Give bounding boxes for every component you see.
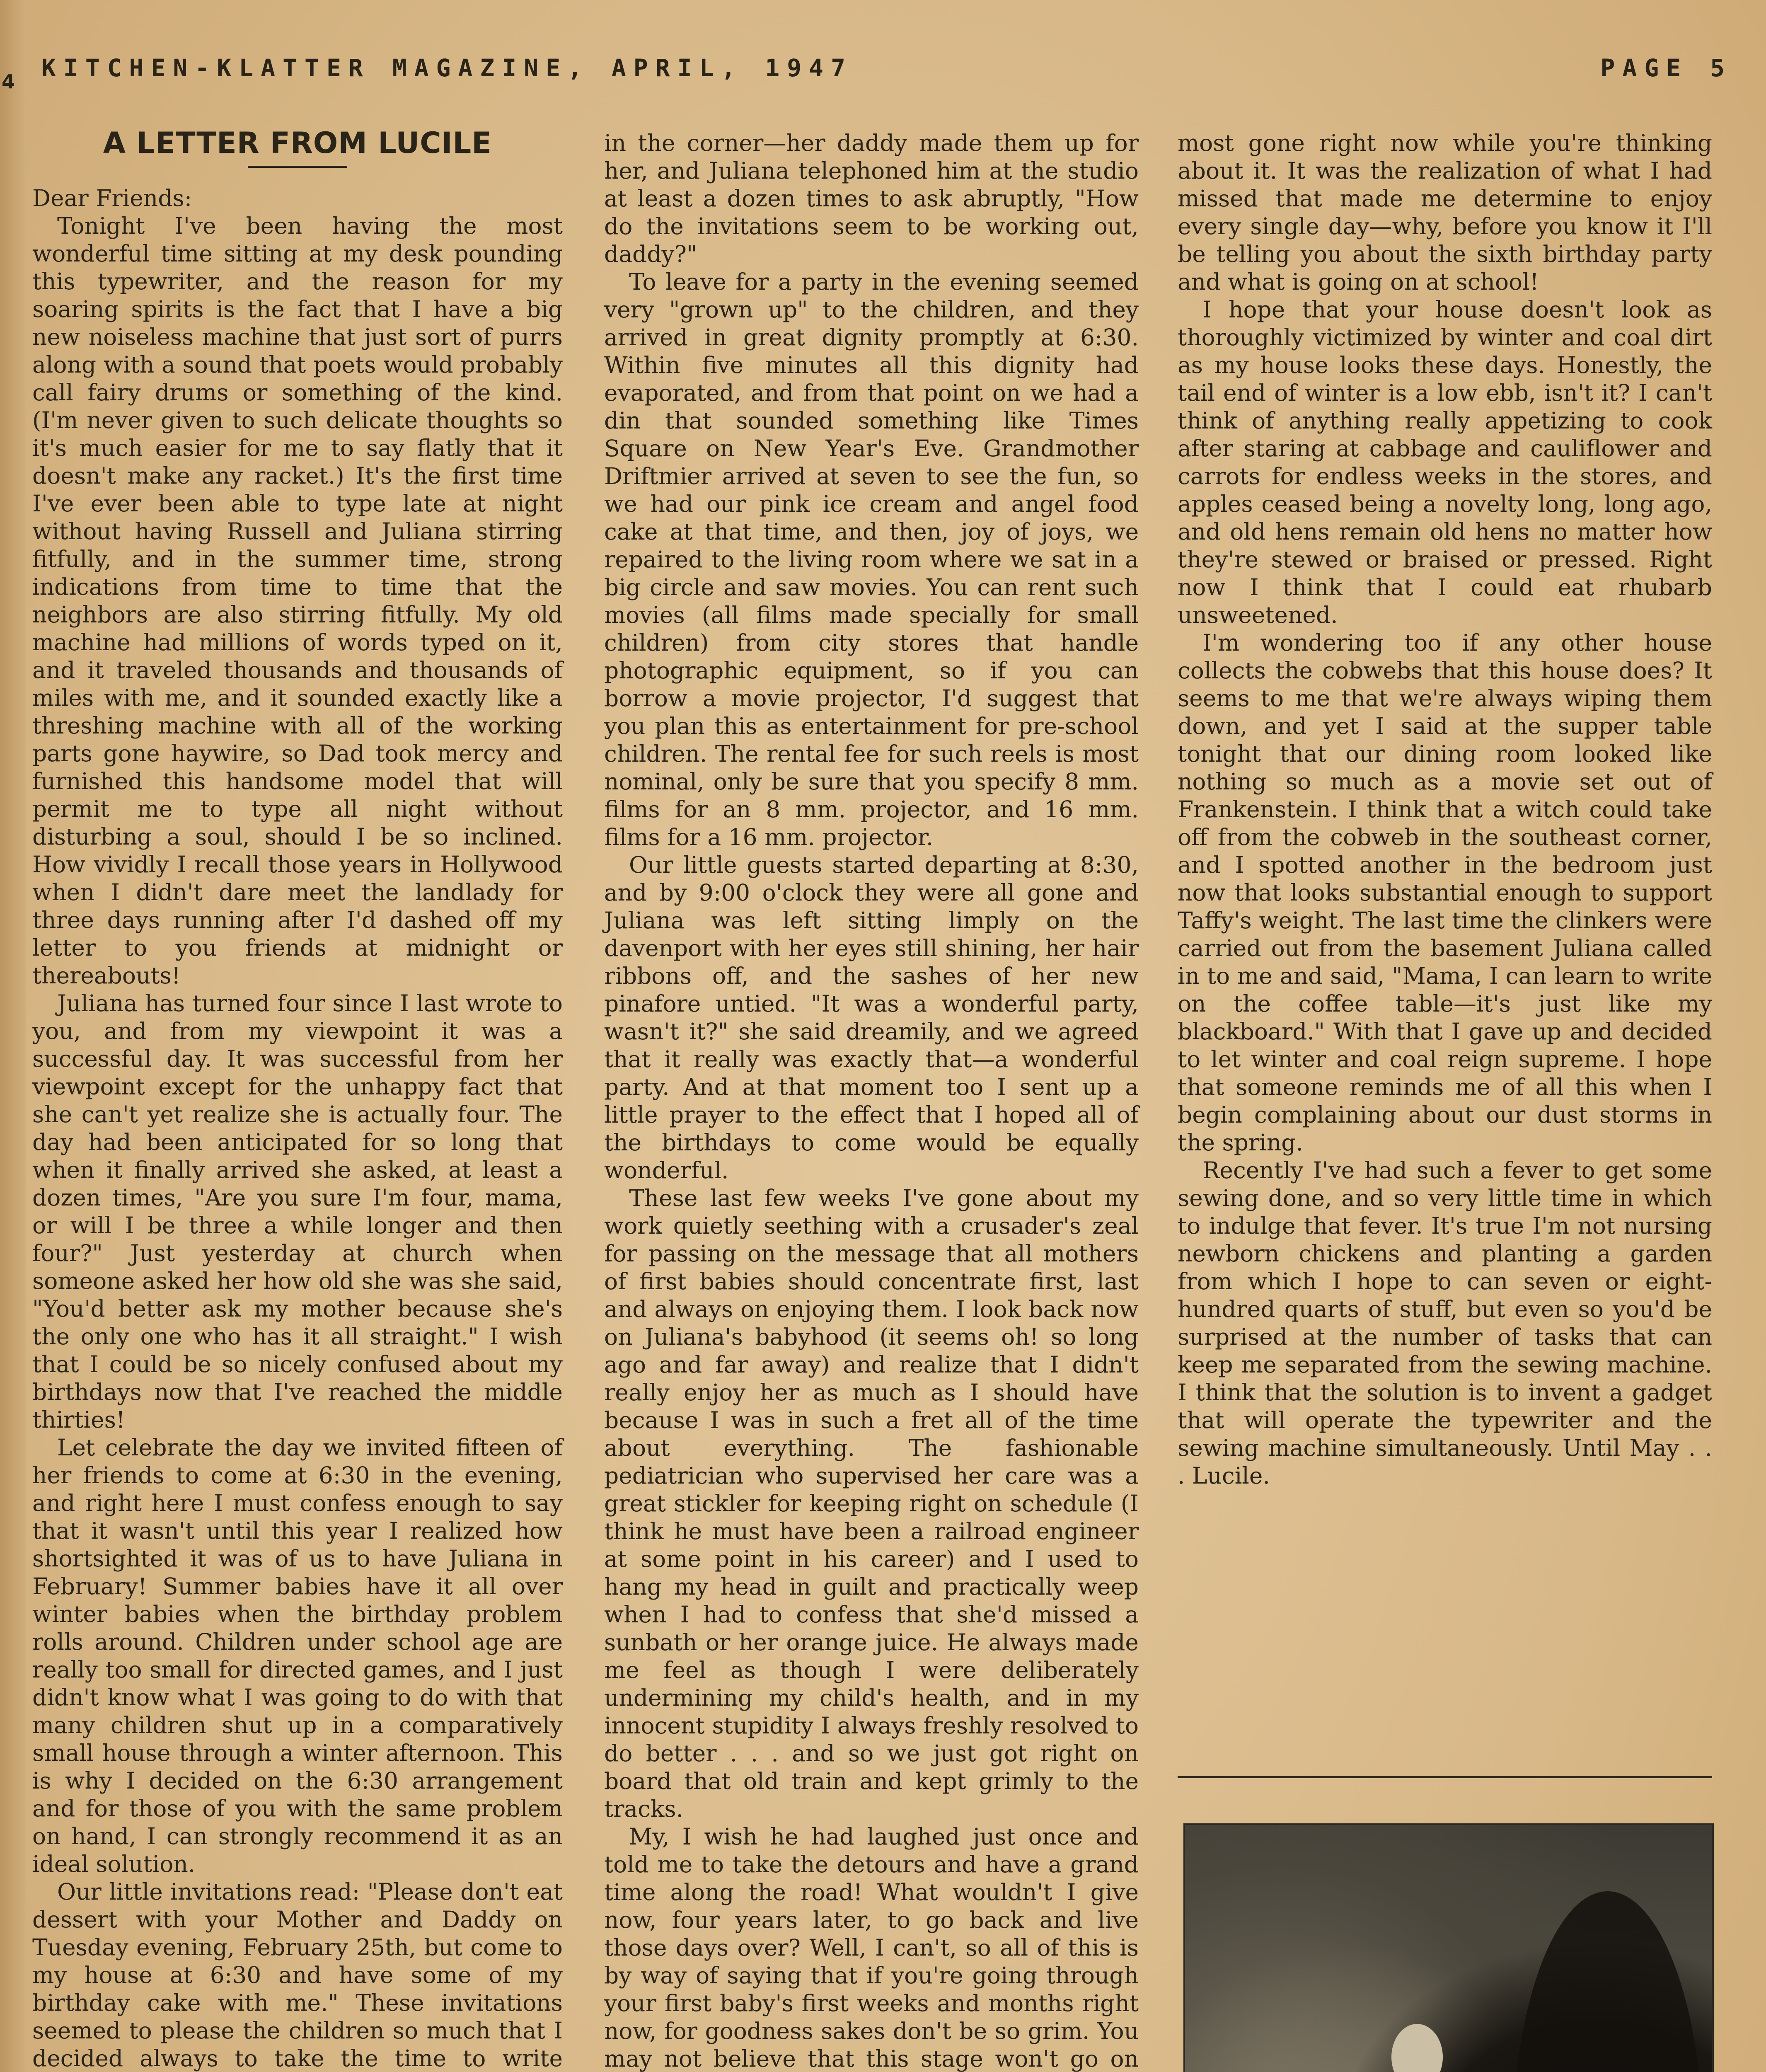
greeting: Dear Friends: <box>32 185 192 211</box>
page-number: PAGE 5 <box>1600 54 1732 82</box>
section-divider <box>1178 1776 1712 1778</box>
photograph-elmer-harms <box>1183 1823 1714 2072</box>
paragraph: in the corner—her daddy made them up for her, and Juliana telephoned him at the studio at least a dozen times to ask abruptly, "How do the invitations seem to be working out, daddy?" <box>604 130 1139 267</box>
paragraph: most gone right now while you're thinking about it. It was the realization of what I had missed that made me determine to enjoy every single day—why, before you know it I'll be telling you about the sixth birthday party and what is going on at school! <box>1178 130 1712 295</box>
paragraph: Our little guests started departing at 8:30, and by 9:00 o'clock they were all gone and Juliana was left sitting limply on the davenport with her eyes still shining, her hair ribbons off, and the sashes of her new pinafore untied. "It was a wonderful party, wasn't it?" she said dreamily, and we agreed that it really was exactly that—a wonderful party. And at that moment too I sent up a little prayer to the effect that I hoped all of the birthdays to come would be equally wonderful. <box>604 852 1139 1184</box>
article-title: A LETTER FROM LUCILE <box>103 126 492 160</box>
column-3 <box>1178 129 1712 1490</box>
title-rule <box>248 166 347 168</box>
paragraph: To leave for a party in the evening seemed very "grown up" to the children, and they arrived in great dignity promptly at 6:30. Within five minutes all this dignity had evaporated, and from that point on we had a din that sounded something like Times Square on New Year's Eve. Grandmother Driftmier arrived at seven to see the fun, so we had our pink ice cream and angel food cake at that time, and then, joy of joys, we repaired to the living room where we sat in a big circle and saw movies. You can rent such movies (all films made specially for small children) from city stores that handle photographic equipment, so if you can borrow a movie projector, I'd suggest that you plan this as entertainment for pre-school children. The rental fee for such reels is most nominal, only be sure that you specify 8 mm. films for an 8 mm. projector, and 16 mm. films for a 16 mm. projector. <box>604 269 1139 850</box>
paragraph: Juliana has turned four since I last wrote to you, and from my viewpoint it was a successful day. It was successful from her viewpoint except for the unhappy fact that she can't yet realize she is actually four. The day had been anticipated for so long that when it finally arrived she asked, at least a dozen times, "Are you sure I'm four, mama, or will I be three a while longer and then four?" Just yesterday at church when someone asked her how old she was she said, "You'd better ask my mother because she's the only one who has it all straight." I wish that I could be so nicely confused about my birthdays now that I've reached the middle thirties! <box>32 990 563 1433</box>
paragraph: Let celebrate the day we invited fifteen of her friends to come at 6:30 in the evening, and right here I must confess enough to say that it wasn't until this year I realized how shortsighted it was of us to have Juliana in February! Summer babies have it all over winter babies when the birthday problem rolls around. Children under school age are really too small for directed games, and I just didn't know what I was going to do with that many children shut up in a comparatively small house through a winter afternoon. This is why I decided on the 6:30 arrangement and for those of you with the same problem on hand, I can strongly recommend it as an ideal solution. <box>32 1434 563 1877</box>
paragraph: Tonight I've been having the most wonderful time sitting at my desk pounding this typewriter, and the reason for my soaring spirits is the fact that I have a big new noiseless machine that just sort of purrs along with a sound that poets would probably call fairy drums or something of the kind. (I'm never given to such delicate thoughts so it's much easier for me to say flatly that it doesn't make any racket.) It's the first time I've ever been able to type late at night without having Russell and Juliana stirring fitfully, and in the summer time, strong indications from time to time that the neighbors are also stirring fitfully. My old machine had millions of words typed on it, and it traveled thousands and thousands of miles with me, and it sounded exactly like a threshing machine with all of the working parts gone haywire, so Dad took mercy and furnished this handsome model that will permit me to type all night without disturbing a soul, should I be so inclined. How vividly I recall those years in Hollywood when I didn't dare meet the landlady for three days running after I'd dashed off my letter to you friends at midnight or thereabouts! <box>32 213 563 989</box>
paragraph: Recently I've had such a fever to get some sewing done, and so very little time in which to indulge that fever. It's true I'm not nursing newborn chickens and planting a garden from which I hope to can seven or eight-hundred quarts of stuff, but even so you'd be surprised at the number of tasks that can keep me separated from the sewing machine. I think that the solution is to invent a gadget that will operate the typewriter and the sewing machine simultaneously. Until May . . . Lucile. <box>1178 1157 1712 1489</box>
magazine-issue-title: KITCHEN-KLATTER MAGAZINE, APRIL, 1947 <box>41 54 853 82</box>
column-2 <box>604 129 1139 2072</box>
paragraph: These last few weeks I've gone about my work quietly seething with a crusader's zeal for passing on the message that all mothers of first babies should concentrate first, last and always on enjoying them. I look back now on Juliana's babyhood (it seems oh! so long ago and far away) and realize that I didn't really enjoy her as much as I should have because I was in such a fret all of the time about everything. The fashionable pediatrician who supervised her care was a great stickler for keeping right on schedule (I think he must have been a railroad engineer at some point in his career) and I used to hang my head in guilt and practically weep when I had to confess that she'd missed a sunbath or her orange juice. He always made me feel as though I were deliberately undermining my child's health, and in my innocent stupidity I always freshly resolved to do better . . . and so we just got right on board that old train and kept grimly to the tracks. <box>604 1185 1139 1822</box>
column-1 <box>32 124 563 2072</box>
page-header <box>41 54 1732 91</box>
paragraph: My, I wish he had laughed just once and told me to take the detours and have a grand time along the road! What wouldn't I give now, four years later, to go back and live those days over? Well, I can't, so all of this is by way of saying that if you're going through your first baby's first weeks and months right now, for goodness sakes don't be so grim. You may not believe that this stage won't go on <box>604 1823 1139 2072</box>
photo-illustration <box>1185 1825 1712 2072</box>
paragraph: I'm wondering too if any other house collects the cobwebs that this house does? It seems to me that we're always wiping them down, and yet I said at the supper table tonight that our dining room looked like nothing so much as a movie set out of Frankenstein. I think that a witch could take off from the cobweb in the southeast corner, and I spotted another in the bedroom just now that looks substantial enough to support Taffy's weight. The last time the clinkers were carried out from the basement Juliana called in to me and said, "Mama, I can learn to write on the coffee table—it's just like my blackboard." With that I gave up and decided to let winter and coal reign supreme. I hope that someone reminds me of all this when I begin complaining about our dust storms in the spring. <box>1178 629 1712 1156</box>
torn-left-edge <box>0 0 26 2072</box>
previous-page-number: 4 <box>2 70 15 93</box>
paragraph: I hope that your house doesn't look as thoroughly victimized by winter and coal dirt as my house looks these days. Honestly, the tail end of winter is a low ebb, isn't it? I can't think of anything really appetizing to cook after staring at cabbage and cauliflower and carrots for endless weeks in the stores, and apples ceased being a novelty long, long ago, and old hens remain old hens no matter how they're stewed or braised or pressed. Right now I think that I could eat rhubarb unsweetened. <box>1178 296 1712 628</box>
paragraph: Our little invitations read: "Please don't eat dessert with your Mother and Daddy on Tuesday evening, February 25th, but come to my house at 6:30 and have some of my birthday cake with me." These invitations seemed to please the children so much that I decided always to take the time to write <box>32 1878 563 2072</box>
